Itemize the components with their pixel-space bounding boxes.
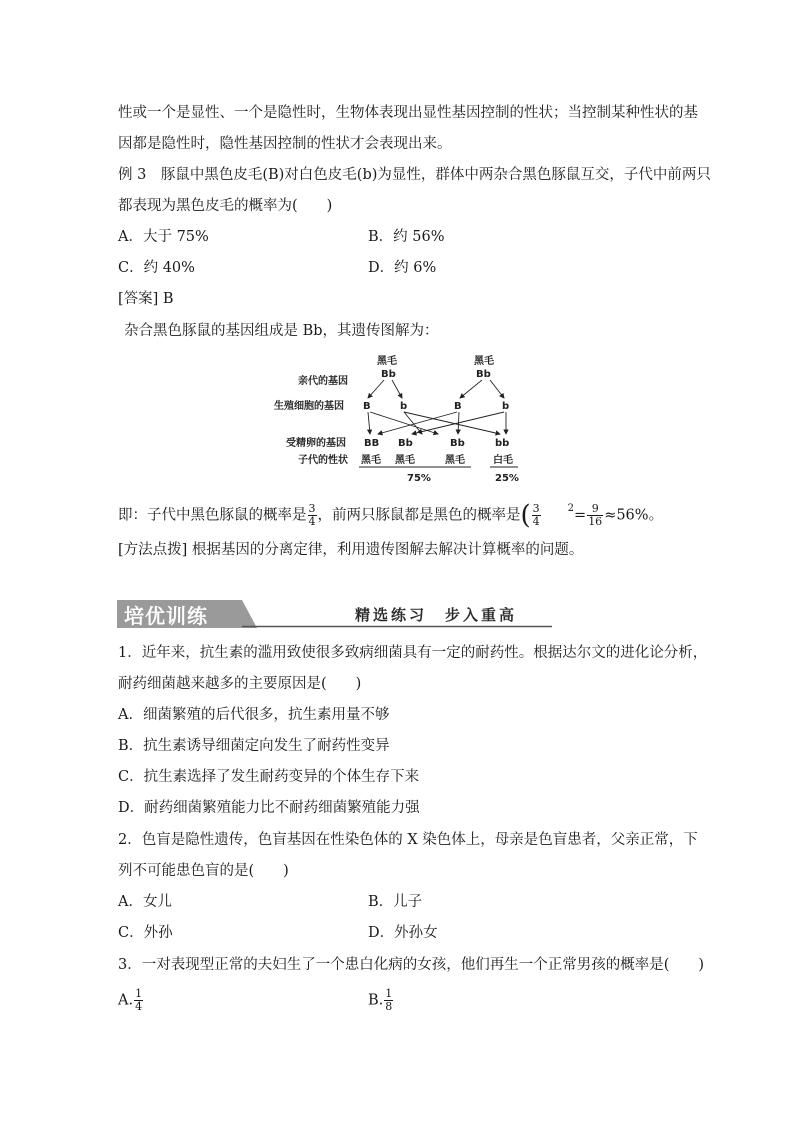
formula-middle: ，前两只豚鼠都是黑色的概率是: [317, 507, 521, 524]
fraction: $\frac{9}{16}$: [588, 502, 603, 528]
parent1-genotype: Bb: [381, 369, 396, 380]
percent-white: 25%: [495, 473, 519, 484]
zygote: Bb: [450, 438, 465, 449]
equals-sign: =: [574, 507, 587, 524]
option-d: D．外孙女: [368, 925, 438, 941]
option-c: C．抗生素选择了发生耐药变异的个体生存下来: [118, 769, 420, 785]
gamete: b: [502, 401, 510, 412]
zygote: BB: [364, 438, 380, 449]
option-a: A．细菌繁殖的后代很多，抗生素用量不够: [118, 707, 390, 723]
question-line: 2．色盲是隐性遗传，色盲基因在性染色体的 X 染色体上，母亲是色盲患者，父亲正常，下: [118, 832, 698, 848]
offspring-trait: 黑毛: [395, 455, 415, 466]
question-line: 1．近年来，抗生素的滥用致使很多致病细菌具有一定的耐药性。根据达尔文的进化论分析，: [118, 645, 708, 661]
option-a: A．女儿: [118, 894, 172, 910]
option-a: A. $\frac{1}{4}$: [118, 987, 143, 1013]
example-question-line: 例 3 豚鼠中黑色皮毛(B)对白色皮毛(b)为显性，群体中两杂合黑色豚鼠互交，子代中前两只: [118, 167, 711, 183]
row-label-trait: 子代的性状: [298, 455, 348, 466]
option-d: D．耐药细菌繁殖能力比不耐药细菌繁殖能力强: [118, 800, 420, 816]
option-b: B．儿子: [368, 894, 423, 910]
parent2-genotype: Bb: [476, 369, 491, 380]
option-b: B. $\frac{1}{8}$: [368, 987, 393, 1013]
row-label-gamete: 生殖细胞的基因: [274, 401, 344, 412]
zygote: bb: [495, 438, 510, 449]
section-subtitle: 精选练习 步入重高: [355, 606, 518, 624]
question-line: 列不可能患色盲的是( ): [118, 863, 289, 879]
offspring-trait: 白毛: [493, 455, 513, 466]
parent1-trait: 黑毛: [377, 356, 397, 367]
fraction: $\frac{3}{4}$: [532, 502, 540, 528]
option-b: B．约 56%: [368, 229, 445, 245]
example-question-line: 都表现为黑色皮毛的概率为( ): [118, 198, 333, 214]
option-c: C．约 40%: [118, 260, 195, 276]
formula-prefix: 即：子代中黑色豚鼠的概率是: [118, 507, 307, 524]
genetic-cross-diagram: [260, 352, 540, 487]
gamete: B: [363, 401, 371, 412]
paragraph-line: 性或一个是显性、一个是隐性时，生物体表现出显性基因控制的性状；当控制某种性状的基: [118, 105, 698, 121]
answer-label: [答案] B: [118, 291, 174, 307]
method-tip: [方法点拨] 根据基因的分离定律，利用遗传图解去解决计算概率的问题。: [118, 542, 584, 558]
exponent: 2: [567, 503, 575, 514]
formula-suffix: ≈56%。: [604, 507, 664, 524]
fraction: $\frac{1}{8}$: [385, 987, 393, 1013]
option-d: D．约 6%: [368, 260, 437, 276]
option-c: C．外孙: [118, 925, 173, 941]
question-line: 耐药细菌越来越多的主要原因是( ): [118, 676, 362, 692]
offspring-trait: 黑毛: [445, 455, 465, 466]
formula-line: [118, 500, 664, 531]
option-a: A．大于 75%: [118, 229, 209, 245]
left-paren: (: [520, 500, 531, 531]
option-b: B．抗生素诱导细菌定向发生了耐药性变异: [118, 738, 390, 754]
zygote: Bb: [398, 438, 413, 449]
section-title: 培优训练: [124, 604, 208, 628]
question-line: 3．一对表现型正常的夫妇生了一个患白化病的女孩，他们再生一个正常男孩的概率是( ): [118, 957, 705, 973]
explanation-line: 杂合黑色豚鼠的基因组成是 Bb，其遗传图解为：: [124, 323, 439, 339]
fraction: $\frac{1}{4}$: [135, 987, 143, 1013]
parent2-trait: 黑毛: [474, 356, 494, 367]
row-label-zygote: 受精卵的基因: [286, 438, 346, 449]
gamete: B: [454, 401, 462, 412]
fraction: $\frac{3}{4}$: [308, 502, 316, 528]
offspring-trait: 黑毛: [361, 455, 381, 466]
row-label-parent: 亲代的基因: [298, 376, 348, 387]
paragraph-line: 因都是隐性时，隐性基因控制的性状才会表现出来。: [118, 136, 452, 152]
gamete: b: [400, 401, 408, 412]
percent-black: 75%: [407, 473, 431, 484]
